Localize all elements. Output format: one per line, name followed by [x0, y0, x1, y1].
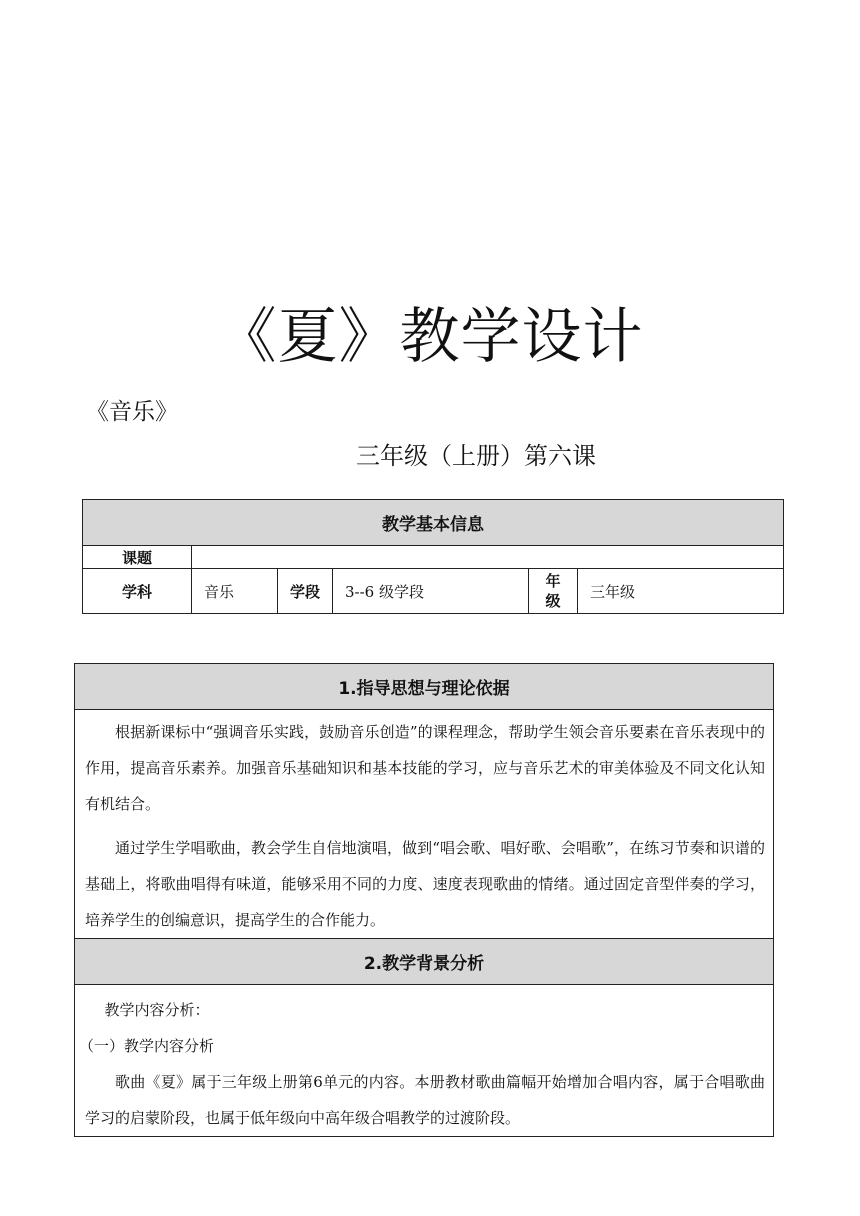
- grade-value: 三年级: [578, 569, 784, 614]
- section-2-body: [75, 985, 774, 1137]
- grade-label-line2: 级: [545, 592, 561, 610]
- stage-label: 学段: [278, 569, 333, 614]
- grade-label-line1: 年: [545, 572, 561, 590]
- grade-label: [529, 569, 578, 614]
- subject-value: 音乐: [192, 569, 278, 614]
- document-title: 《夏》教学设计: [216, 302, 644, 372]
- basic-info-table: [82, 499, 784, 614]
- section-1-body: [75, 710, 774, 939]
- section-1-paragraph-2: 通过学生学唱歌曲，教会学生自信地演唱，做到“唱会歌、唱好歌、会唱歌”，在练习节奏和识谱的基础上，将歌曲唱得有味道，能够采用不同的力度、速度表现歌曲的情绪。通过固定音型伴奏的学习，培养学生的创编意识，提高学生的合作能力。: [85, 839, 765, 929]
- subject-line: 《音乐》: [86, 399, 178, 425]
- section-1-paragraph-1: 根据新课标中“强调音乐实践，鼓励音乐创造”的课程理念，帮助学生领会音乐要素在音乐表现中的作用，提高音乐素养。加强音乐基础知识和基本技能的学习，应与音乐艺术的审美体验及不同文化认知有机结合。: [85, 723, 765, 813]
- section-2-subheading: （一）教学内容分析: [79, 1037, 215, 1055]
- stage-value: 3--6 级学段: [333, 569, 529, 614]
- section-2-header: 2.教学背景分析: [75, 939, 774, 985]
- design-sections-table: [74, 663, 774, 1137]
- subject-label: 学科: [83, 569, 192, 614]
- section-2-paragraph-1: 歌曲《夏》属于三年级上册第6单元的内容。本册教材歌曲篇幅开始增加合唱内容，属于合唱歌曲学习的启蒙阶段，也属于低年级向中高年级合唱教学的过渡阶段。: [85, 1073, 765, 1127]
- section-1-header: 1.指导思想与理论依据: [75, 664, 774, 710]
- topic-value: [192, 546, 784, 569]
- basic-info-header: 教学基本信息: [83, 500, 784, 546]
- grade-lesson-line: 三年级（上册）第六课: [356, 442, 596, 470]
- topic-label: 课题: [83, 546, 192, 569]
- section-2-intro: 教学内容分析：: [104, 1001, 210, 1019]
